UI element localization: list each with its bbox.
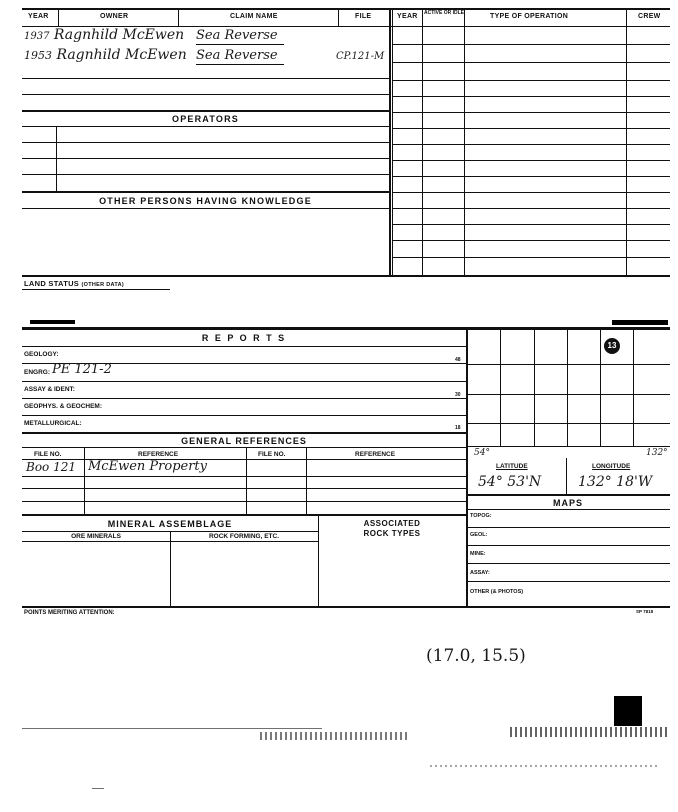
col-divider [170, 531, 171, 607]
handwritten-coordinates: (17.0, 15.5) [426, 646, 526, 666]
ref-header-reference-2: REFERENCE [355, 451, 396, 458]
col-header-file: FILE [355, 13, 372, 20]
top-border [22, 8, 670, 10]
col-header-type-operation: TYPE OF OPERATION [490, 13, 569, 20]
row-line [22, 398, 466, 399]
ref-header-file-no-2: FILE NO. [258, 451, 286, 458]
row-line [22, 78, 389, 79]
section-divider [466, 327, 468, 607]
row-line [22, 501, 466, 502]
maps-row-other: OTHER (& PHOTOS) [470, 589, 524, 595]
row-line [392, 80, 670, 81]
row-line [392, 224, 670, 225]
scan-artifact [614, 696, 642, 726]
grid-line [500, 330, 501, 446]
report-num: 48 [455, 357, 461, 363]
row-line [392, 176, 670, 177]
longitude-label: LONGITUDE [592, 463, 631, 470]
longitude-value: 132° 18'W [578, 474, 653, 490]
col-divider [56, 126, 57, 191]
row-line [466, 563, 670, 564]
lon-corner-value: 132° [646, 448, 668, 458]
land-status-title: LAND STATUS [24, 279, 80, 288]
scan-line [22, 728, 322, 729]
row-line [22, 142, 389, 143]
land-status-sub: (OTHER DATA) [81, 282, 124, 288]
row-file: CP.121-M [336, 51, 385, 62]
row-line [392, 240, 670, 241]
report-label-engrg: ENGRG: [24, 369, 50, 376]
ref-header-file-no: FILE NO. [34, 451, 62, 458]
row-line [392, 208, 670, 209]
grid-line [633, 330, 634, 446]
row-line [466, 527, 670, 528]
report-label-assay: ASSAY & IDENT: [24, 386, 75, 393]
scan-smudge [30, 320, 75, 324]
general-references-title: GENERAL REFERENCES [181, 436, 307, 446]
scan-line [92, 788, 104, 789]
row-line [22, 488, 466, 489]
row-line [392, 128, 670, 129]
latitude-label: LATITUDE [496, 463, 528, 470]
operators-title: OPERATORS [172, 114, 239, 124]
row-line [392, 96, 670, 97]
row-line [466, 446, 670, 447]
row-line [466, 545, 670, 546]
ref-header-reference: REFERENCE [138, 451, 179, 458]
land-status-label [24, 279, 124, 288]
mineral-assemblage-title: MINERAL ASSEMBLAGE [107, 519, 233, 529]
row-line [22, 110, 389, 112]
col-header-crew: CREW [638, 13, 661, 20]
col-divider [306, 447, 307, 515]
maps-row-mine: MINE: [470, 551, 486, 557]
ore-minerals-header: ORE MINERALS [71, 533, 121, 540]
section-divider-inner [392, 8, 393, 276]
row-owner: Ragnhild McEwen [53, 27, 185, 43]
scan-smudge [612, 320, 668, 325]
land-status-underline [22, 289, 170, 290]
maps-row-assay: ASSAY: [470, 570, 490, 576]
underline [196, 64, 284, 65]
row-line [22, 158, 389, 159]
row-line [22, 208, 389, 209]
form-code: SP 7818 [636, 609, 654, 614]
row-year: 1953 [24, 49, 52, 62]
report-num: 30 [455, 392, 461, 398]
other-persons-title: OTHER PERSONS HAVING KNOWLEDGE [99, 196, 312, 206]
report-value-engrg: PE 121-2 [52, 362, 112, 377]
grid-line [466, 364, 670, 365]
row-line [466, 581, 670, 582]
col-header-year: YEAR [28, 13, 49, 20]
bottom-section-bottom [22, 606, 670, 608]
row-line [22, 514, 466, 516]
col-header-year-right: YEAR [397, 13, 418, 20]
grid-line [466, 423, 670, 424]
report-label-metallurgical: METALLURGICAL: [24, 420, 82, 427]
reports-title: R E P O R T S [201, 333, 287, 343]
report-label-geology: GEOLOGY: [24, 351, 59, 358]
row-line [466, 494, 670, 496]
col-divider [178, 8, 179, 26]
col-divider [464, 8, 465, 275]
rock-forming-header: ROCK FORMING, ETC. [208, 533, 280, 540]
col-divider [246, 447, 247, 515]
row-line [392, 257, 670, 258]
row-line [392, 62, 670, 63]
underline [196, 44, 284, 45]
col-header-owner: OWNER [100, 13, 129, 20]
associated-rock-types-title: ASSOCIATED ROCK TYPES [363, 519, 421, 538]
col-divider [338, 8, 339, 26]
ref-file-no: Boo 121 [26, 460, 76, 474]
scan-noise [260, 732, 410, 740]
row-line [22, 381, 466, 382]
col-divider [626, 8, 627, 275]
row-claim-name: Sea Reverse [196, 48, 278, 63]
row-line [22, 476, 466, 477]
grid-line [534, 330, 535, 446]
col-divider [566, 458, 567, 494]
row-line [22, 174, 389, 175]
col-divider [58, 8, 59, 26]
row-line [22, 432, 466, 434]
row-line [22, 415, 466, 416]
row-line [392, 112, 670, 113]
scan-noise [430, 765, 660, 767]
row-line [392, 160, 670, 161]
lat-corner-value: 54° [474, 448, 490, 458]
row-line [466, 509, 670, 510]
report-num: 18 [455, 425, 461, 431]
col-divider [422, 8, 423, 275]
grid-reference-circle: 13 [604, 338, 620, 354]
row-year: 1937 [24, 31, 50, 42]
section-divider [389, 8, 391, 276]
col-header-active-idle: ACTIVE OR IDLE [424, 10, 465, 16]
col-divider [84, 447, 85, 515]
row-line [392, 144, 670, 145]
maps-title: MAPS [552, 498, 583, 508]
grid-line [600, 330, 601, 446]
row-line [392, 44, 670, 45]
grid-line [567, 330, 568, 446]
row-line [392, 192, 670, 193]
row-line [22, 94, 389, 95]
points-label: POINTS MERITING ATTENTION: [24, 610, 115, 616]
row-line [22, 447, 466, 448]
maps-row-topog: TOPOG: [470, 513, 492, 519]
row-line [22, 346, 466, 347]
latitude-value: 54° 53'N [478, 474, 542, 490]
scan-noise [510, 727, 670, 737]
ref-reference: McEwen Property [88, 459, 207, 474]
table-row [24, 47, 187, 63]
bottom-section-top-inner [22, 329, 670, 330]
report-label-geophys: GEOPHYS. & GEOCHEM: [24, 403, 103, 410]
row-line [22, 191, 389, 193]
maps-row-geol: GEOL: [470, 532, 488, 538]
row-claim-name: Sea Reverse [196, 28, 278, 43]
grid-line [466, 394, 670, 395]
table-row [24, 27, 184, 43]
row-line [22, 126, 389, 127]
col-header-claim-name: CLAIM NAME [230, 13, 278, 20]
row-owner: Ragnhild McEwen [56, 47, 187, 63]
top-section-bottom [22, 275, 670, 277]
